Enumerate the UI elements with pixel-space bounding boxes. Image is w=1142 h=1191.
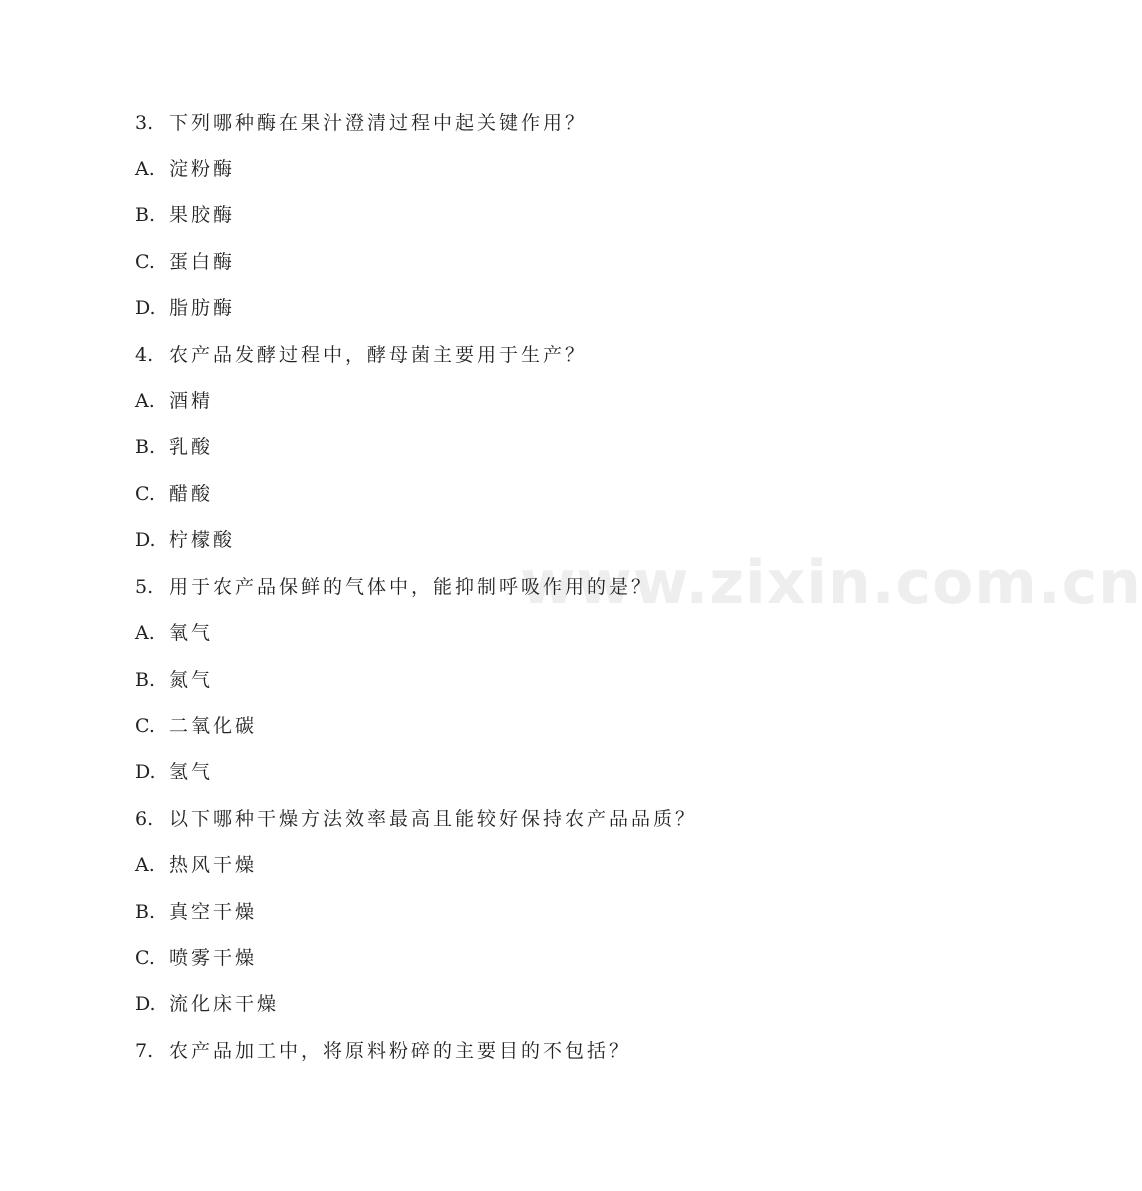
option-5a: [135, 618, 213, 648]
option-text: 喷雾干燥: [169, 947, 258, 969]
option-4a: [135, 386, 213, 416]
option-text: 乳酸: [169, 436, 214, 458]
option-letter: B.: [135, 204, 156, 226]
option-letter: B.: [135, 901, 156, 923]
option-5c: [135, 711, 257, 741]
option-letter: A.: [135, 390, 155, 412]
option-3b: [135, 200, 235, 230]
option-4d: [135, 525, 235, 555]
question-number: 5.: [135, 576, 154, 598]
option-letter: B.: [135, 669, 156, 691]
option-letter: B.: [135, 436, 156, 458]
option-4c: [135, 479, 213, 509]
question-number: 4.: [135, 344, 154, 366]
option-text: 二氧化碳: [169, 715, 258, 737]
question-number: 3.: [135, 112, 154, 134]
option-text: 真空干燥: [169, 901, 258, 923]
option-letter: C.: [135, 251, 155, 273]
option-text: 果胶酶: [169, 204, 236, 226]
option-letter: D.: [135, 993, 156, 1015]
question-5: [135, 572, 653, 602]
option-5d: [135, 757, 213, 787]
option-6c: [135, 943, 257, 973]
question-6: [135, 804, 697, 834]
question-text: 下列哪种酶在果汁澄清过程中起关键作用？: [169, 112, 588, 134]
option-letter: D.: [135, 297, 156, 319]
question-text: 以下哪种干燥方法效率最高且能较好保持农产品品质？: [169, 808, 698, 830]
question-7: [135, 1036, 631, 1066]
option-letter: C.: [135, 483, 155, 505]
question-number: 6.: [135, 808, 154, 830]
question-text: 用于农产品保鲜的气体中，能抑制呼吸作用的是？: [169, 576, 654, 598]
option-letter: A.: [135, 158, 155, 180]
option-3a: [135, 154, 235, 184]
option-text: 醋酸: [169, 483, 214, 505]
question-3: [135, 108, 587, 138]
option-letter: A.: [135, 622, 155, 644]
option-6d: [135, 989, 279, 1019]
option-text: 氧气: [169, 622, 214, 644]
option-letter: D.: [135, 761, 156, 783]
option-text: 氮气: [169, 669, 214, 691]
option-3d: [135, 293, 235, 323]
option-text: 氢气: [169, 761, 214, 783]
option-text: 淀粉酶: [169, 158, 236, 180]
option-text: 蛋白酶: [169, 251, 236, 273]
option-3c: [135, 247, 235, 277]
option-text: 热风干燥: [169, 854, 258, 876]
watermark: www.zixin.com.cn: [520, 548, 1142, 618]
option-letter: C.: [135, 715, 155, 737]
option-6b: [135, 897, 257, 927]
option-text: 流化床干燥: [169, 993, 280, 1015]
option-text: 脂肪酶: [169, 297, 236, 319]
question-number: 7.: [135, 1040, 154, 1062]
option-4b: [135, 432, 213, 462]
option-letter: A.: [135, 854, 155, 876]
question-4: [135, 340, 587, 370]
option-text: 柠檬酸: [169, 529, 236, 551]
option-letter: D.: [135, 529, 156, 551]
option-6a: [135, 850, 257, 880]
option-text: 酒精: [169, 390, 214, 412]
option-letter: C.: [135, 947, 155, 969]
question-text: 农产品加工中，将原料粉碎的主要目的不包括？: [169, 1040, 632, 1062]
option-5b: [135, 665, 213, 695]
question-text: 农产品发酵过程中，酵母菌主要用于生产？: [169, 344, 588, 366]
